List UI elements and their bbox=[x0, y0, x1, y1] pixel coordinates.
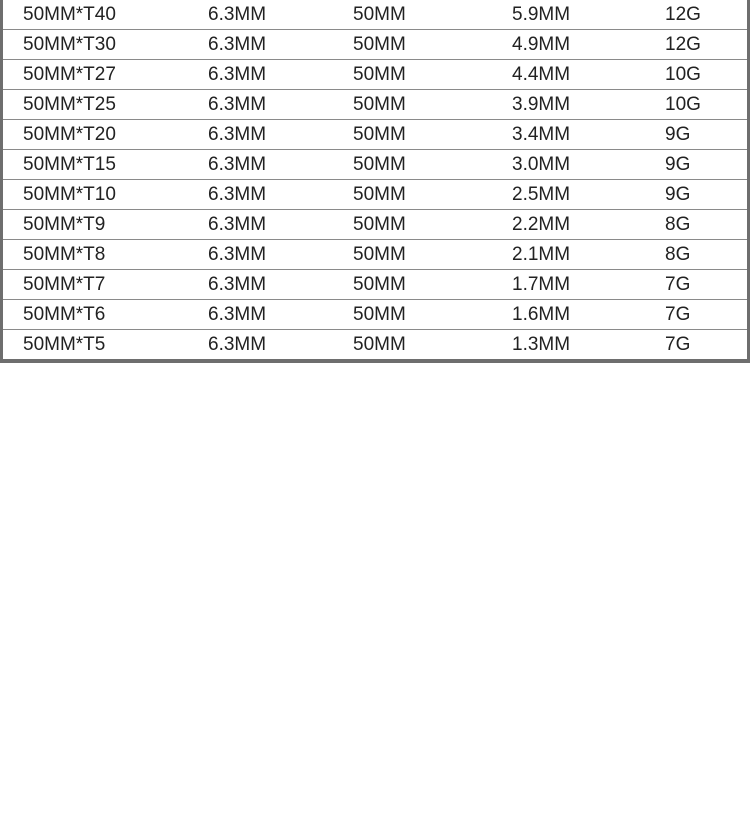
table-cell-tip: 5.9MM bbox=[512, 4, 571, 25]
table-cell-model: 50MM*T9 bbox=[23, 214, 106, 235]
table-cell-model: 50MM*T8 bbox=[23, 244, 106, 265]
table-cell-tip: 4.9MM bbox=[512, 34, 571, 55]
table-row bbox=[3, 330, 747, 359]
table-cell-model: 50MM*T20 bbox=[23, 124, 116, 145]
table-cell-shank: 6.3MM bbox=[208, 124, 267, 145]
table-cell-weight: 10G bbox=[665, 94, 701, 115]
table-row bbox=[3, 30, 747, 60]
table-row bbox=[3, 210, 747, 240]
table-cell-model: 50MM*T40 bbox=[23, 4, 116, 25]
table-cell-shank: 6.3MM bbox=[208, 274, 267, 295]
table-cell-length: 50MM bbox=[353, 274, 406, 295]
table-cell-tip: 2.1MM bbox=[512, 244, 571, 265]
table-cell-model: 50MM*T7 bbox=[23, 274, 106, 295]
table-cell-length: 50MM bbox=[353, 334, 406, 355]
table-cell-tip: 1.6MM bbox=[512, 304, 571, 325]
table-row bbox=[3, 270, 747, 300]
table-cell-shank: 6.3MM bbox=[208, 34, 267, 55]
table-cell-shank: 6.3MM bbox=[208, 304, 267, 325]
table-cell-weight: 8G bbox=[665, 244, 691, 265]
table-cell-length: 50MM bbox=[353, 124, 406, 145]
table-cell-tip: 3.0MM bbox=[512, 154, 571, 175]
table-cell-shank: 6.3MM bbox=[208, 64, 267, 85]
table-cell-length: 50MM bbox=[353, 4, 406, 25]
table-cell-length: 50MM bbox=[353, 244, 406, 265]
table-cell-shank: 6.3MM bbox=[208, 214, 267, 235]
table-cell-shank: 6.3MM bbox=[208, 334, 267, 355]
table-cell-weight: 7G bbox=[665, 304, 691, 325]
table-cell-weight: 12G bbox=[665, 4, 701, 25]
table-cell-shank: 6.3MM bbox=[208, 4, 267, 25]
table-cell-model: 50MM*T10 bbox=[23, 184, 116, 205]
table-cell-model: 50MM*T5 bbox=[23, 334, 106, 355]
table-row bbox=[3, 150, 747, 180]
table-cell-weight: 12G bbox=[665, 34, 701, 55]
table-cell-length: 50MM bbox=[353, 154, 406, 175]
table-cell-model: 50MM*T6 bbox=[23, 304, 106, 325]
table-row bbox=[3, 300, 747, 330]
table-cell-tip: 4.4MM bbox=[512, 64, 571, 85]
table-cell-shank: 6.3MM bbox=[208, 244, 267, 265]
table-cell-tip: 3.9MM bbox=[512, 94, 571, 115]
table-cell-shank: 6.3MM bbox=[208, 184, 267, 205]
table-cell-weight: 9G bbox=[665, 124, 691, 145]
table-cell-tip: 2.2MM bbox=[512, 214, 571, 235]
table-cell-tip: 1.3MM bbox=[512, 334, 571, 355]
table-cell-model: 50MM*T27 bbox=[23, 64, 116, 85]
table-cell-length: 50MM bbox=[353, 34, 406, 55]
table-cell-model: 50MM*T15 bbox=[23, 154, 116, 175]
table-row bbox=[3, 180, 747, 210]
table-row bbox=[3, 240, 747, 270]
table-cell-tip: 2.5MM bbox=[512, 184, 571, 205]
table-cell-model: 50MM*T25 bbox=[23, 94, 116, 115]
table-cell-weight: 10G bbox=[665, 64, 701, 85]
table-row bbox=[3, 0, 747, 30]
table-row bbox=[3, 90, 747, 120]
table-cell-shank: 6.3MM bbox=[208, 154, 267, 175]
table-cell-weight: 8G bbox=[665, 214, 691, 235]
table-cell-weight: 7G bbox=[665, 334, 691, 355]
table-cell-tip: 3.4MM bbox=[512, 124, 571, 145]
table-cell-weight: 7G bbox=[665, 274, 691, 295]
table-cell-length: 50MM bbox=[353, 94, 406, 115]
table-cell-length: 50MM bbox=[353, 304, 406, 325]
table-cell-length: 50MM bbox=[353, 214, 406, 235]
spec-table bbox=[0, 0, 750, 363]
table-cell-length: 50MM bbox=[353, 184, 406, 205]
table-row bbox=[3, 120, 747, 150]
table-cell-tip: 1.7MM bbox=[512, 274, 571, 295]
table-cell-shank: 6.3MM bbox=[208, 94, 267, 115]
table-cell-length: 50MM bbox=[353, 64, 406, 85]
table-cell-weight: 9G bbox=[665, 154, 691, 175]
table-cell-weight: 9G bbox=[665, 184, 691, 205]
table-cell-model: 50MM*T30 bbox=[23, 34, 116, 55]
table-row bbox=[3, 60, 747, 90]
